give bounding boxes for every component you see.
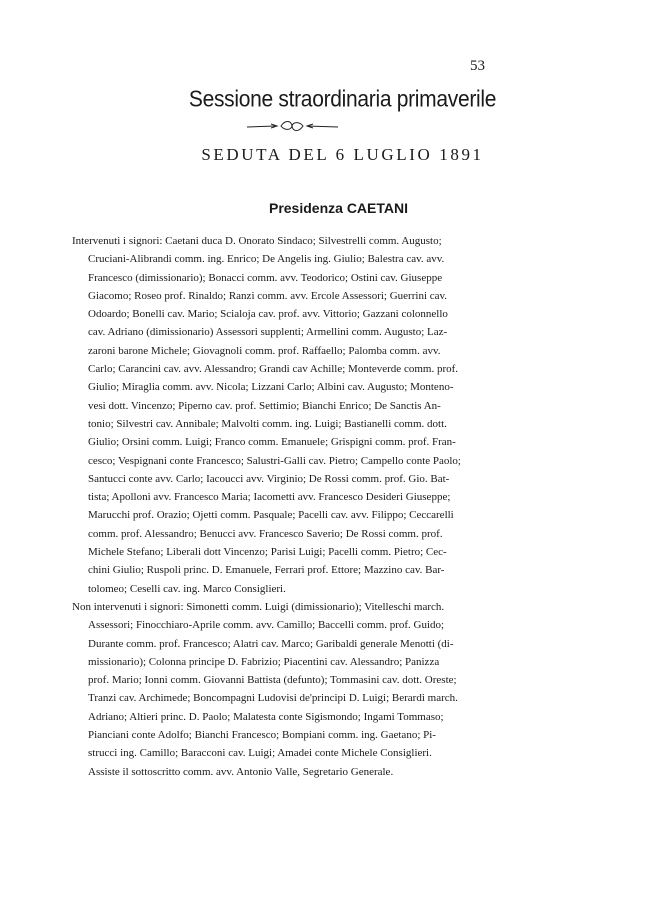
text-line: Odoardo; Bonelli cav. Mario; Scialoja cav. prof. avv. Vittorio; Gazzani colonnello xyxy=(88,308,448,321)
text-line: Non intervenuti i signori: Simonetti comm. Luigi (dimissionario); Vitelleschi march. xyxy=(72,600,445,613)
text-line: Adriano; Altieri princ. D. Paolo; Malatesta conte Sigismondo; Ingami Tommaso; xyxy=(88,710,444,723)
attendance-paragraph xyxy=(72,232,518,781)
text-line: cesco; Vespignani conte Francesco; Salustri-Galli cav. Pietro; Campello conte Paolo; xyxy=(88,454,461,467)
text-line: Assessori; Finocchiaro-Aprile comm. avv. Camillo; Baccelli comm. prof. Guido; xyxy=(88,619,445,632)
session-title: Sessione straordinaria primaverile xyxy=(188,86,497,113)
text-line: prof. Mario; Ionni comm. Giovanni Battista (defunto); Tommasini cav. dott. Oreste; xyxy=(88,674,457,687)
text-line: chini Giulio; Ruspoli princ. D. Emanuele, Ferrari prof. Ettore; Mazzino cav. Bar- xyxy=(88,564,445,577)
text-line: Marucchi prof. Orazio; Ojetti comm. Pasquale; Pacelli cav. avv. Filippo; Ceccarelli xyxy=(88,509,454,522)
text-line: zaroni barone Michele; Giovagnoli comm. prof. Raffaello; Palomba comm. avv. xyxy=(88,344,441,357)
text-line: Durante comm. prof. Francesco; Alatri cav. Marco; Garibaldi generale Menotti (di- xyxy=(88,637,454,650)
text-line: Cruciani-Alibrandi comm. ing. Enrico; De Angelis ing. Giulio; Balestra cav. avv. xyxy=(88,253,445,266)
text-line: tonio; Silvestri cav. Annibale; Malvolti comm. ing. Luigi; Bastianelli comm. dott. xyxy=(88,417,447,430)
text-line: Assiste il sottoscritto comm. avv. Antonio Valle, Segretario Generale. xyxy=(88,765,394,778)
text-line: Santucci conte avv. Carlo; Iacoucci avv. Virginio; De Rossi comm. prof. Gio. Bat- xyxy=(88,472,450,485)
text-line: strucci ing. Camillo; Baracconi cav. Luigi; Amadei conte Michele Consiglieri. xyxy=(88,747,432,760)
text-line: Giulio; Orsini comm. Luigi; Franco comm. Emanuele; Grispigni comm. prof. Fran- xyxy=(88,436,456,449)
text-line: Tranzi cav. Archimede; Boncompagni Ludovisi de'principi D. Luigi; Berardi march. xyxy=(88,692,458,705)
text-line: cav. Adriano (dimissionario) Assessori supplenti; Armellini comm. Augusto; Laz- xyxy=(88,326,448,339)
text-line: Giulio; Miraglia comm. avv. Nicola; Lizzani Carlo; Albini cav. Augusto; Monteno- xyxy=(88,381,454,394)
presidenza-name: CAETANI xyxy=(346,200,408,216)
text-line: Francesco (dimissionario); Bonacci comm. avv. Teodorico; Ostini cav. Giuseppe xyxy=(88,271,443,284)
presidenza-label: Presidenza xyxy=(268,200,343,216)
text-line: vesi dott. Vincenzo; Piperno cav. prof. Settimio; Bianchi Enrico; De Sanctis An- xyxy=(88,399,441,412)
page-number: 53 xyxy=(470,58,485,74)
text-line: Intervenuti i signori: Caetani duca D. Onorato Sindaco; Silvestrelli comm. Augusto; xyxy=(72,235,442,247)
text-line: Carlo; Carancini cav. avv. Alessandro; Grandi cav Achille; Monteverde comm. prof. xyxy=(88,363,459,376)
text-line: Giacomo; Roseo prof. Rinaldo; Ranzi comm. avv. Ercole Assessori; Guerrini cav. xyxy=(88,289,448,302)
ornament-divider-icon xyxy=(245,118,340,134)
text-line: tolomeo; Ceselli cav. ing. Marco Consiglieri. xyxy=(88,582,286,595)
text-line: Pianciani conte Adolfo; Bianchi Francesco; Bompiani comm. ing. Gaetano; Pi- xyxy=(88,729,436,742)
text-line: Michele Stefano; Liberali dott Vincenzo; Parisi Luigi; Pacelli comm. Pietro; Cec- xyxy=(88,546,447,559)
text-line: tista; Apolloni avv. Francesco Maria; Iacometti avv. Francesco Desideri Giuseppe; xyxy=(88,491,451,504)
presidenza-heading xyxy=(0,200,665,216)
text-line: comm. prof. Alessandro; Benucci avv. Francesco Saverio; De Rossi comm. prof. xyxy=(88,527,443,540)
text-line: missionario); Colonna principe D. Fabrizio; Piacentini cav. Alessandro; Panizza xyxy=(88,655,440,668)
seduta-heading: SEDUTA DEL 6 LUGLIO 1891 xyxy=(201,145,484,164)
